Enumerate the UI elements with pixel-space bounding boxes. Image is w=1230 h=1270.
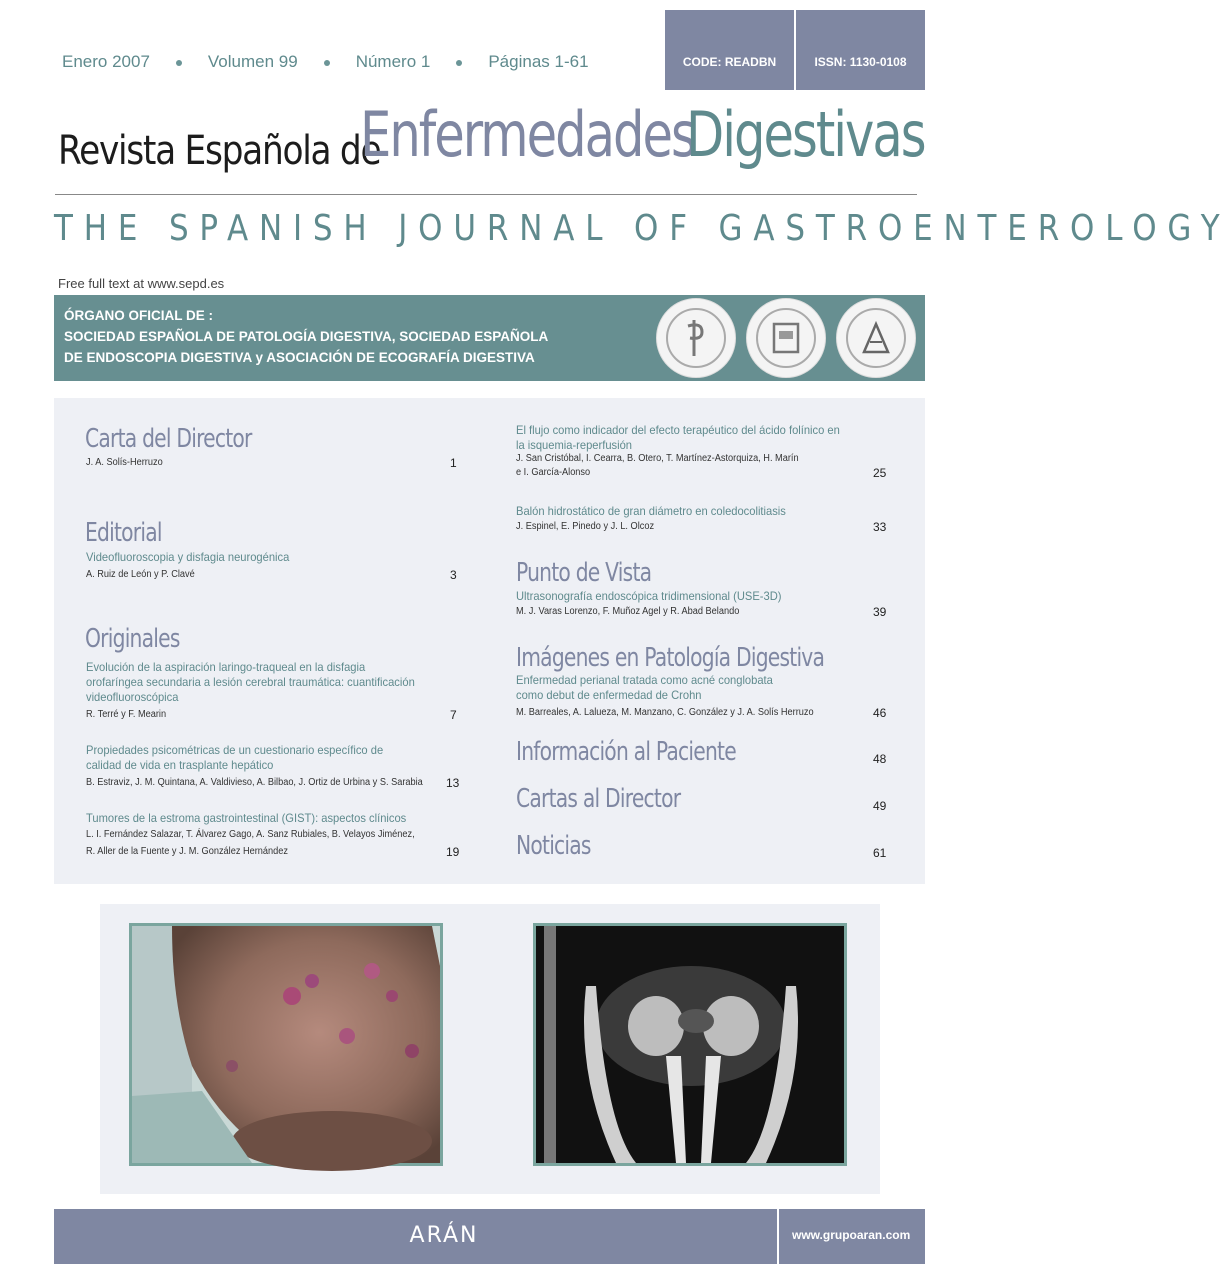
- carta-page: 1: [450, 456, 457, 470]
- issue-pages: Páginas 1-61: [488, 52, 589, 71]
- organo-line1: ÓRGANO OFICIAL DE :: [64, 308, 214, 323]
- bullet-icon: [324, 60, 330, 66]
- imagenes-page: 46: [873, 706, 887, 720]
- organo-line3: DE ENDOSCOPIA DIGESTIVA y ASOCIACIÓN DE ECOGRAFÍA DIGESTIVA: [64, 350, 535, 365]
- title-part2: Enfermedades: [360, 98, 695, 171]
- section-originales: Originales: [85, 624, 180, 654]
- publisher-logo: ARÁN: [409, 1223, 479, 1248]
- original-4-title[interactable]: El flujo como indicador del efecto terapéutico del ácido folínico en la isquemia-reperfusión: [516, 423, 840, 452]
- original-1-title[interactable]: Evolución de la aspiración laringo-traqueal en la disfagia orofaríngea secundaria a lesión cerebral traumática: cuantificación videofluoroscópica: [86, 660, 415, 704]
- bullet-icon: [176, 60, 182, 66]
- mri-scan-photo: [533, 923, 847, 1166]
- society-seal-sepd-icon: [656, 298, 736, 378]
- society-seal-sede-icon: [746, 298, 826, 378]
- footer-divider: [777, 1209, 779, 1264]
- issn-label: ISSN: 1130-0108: [814, 55, 907, 69]
- editorial-authors: A. Ruiz de León y P. Clavé: [86, 569, 195, 580]
- original-4-page: 25: [873, 466, 887, 480]
- issue-volume: Volumen 99: [207, 52, 298, 71]
- original-2-page: 13: [446, 776, 460, 790]
- original-3-authors-2: R. Aller de la Fuente y J. M. González Hernández: [86, 846, 288, 857]
- title-part3: Digestivas: [686, 98, 925, 171]
- section-punto-de-vista: Punto de Vista: [516, 558, 652, 588]
- section-noticias[interactable]: Noticias: [516, 831, 591, 861]
- punto-title[interactable]: Ultrasonografía endoscópica tridimensional (USE-3D): [516, 589, 782, 603]
- clinical-photo-image: [132, 926, 440, 1163]
- seal-emblem: [656, 298, 736, 378]
- clinical-photo: [129, 923, 443, 1166]
- section-editorial: Editorial: [85, 518, 162, 548]
- issue-number: Número 1: [355, 52, 431, 71]
- seal-emblem: [746, 298, 826, 378]
- code-box: [665, 10, 925, 90]
- cartas-page: 49: [873, 799, 887, 813]
- organo-band: [54, 295, 925, 381]
- bullet-icon: [456, 60, 462, 66]
- section-imagenes: Imágenes en Patología Digestiva: [516, 643, 825, 673]
- original-3-authors-1: L. I. Fernández Salazar, T. Álvarez Gago, A. Sanz Rubiales, B. Velayos Jiménez,: [86, 829, 415, 840]
- imagenes-title[interactable]: Enfermedad perianal tratada como acné conglobata como debut de enfermedad de Crohn: [516, 673, 773, 702]
- mri-scan-image: [536, 926, 844, 1163]
- title-rule: [55, 194, 917, 195]
- original-2-title[interactable]: Propiedades psicométricas de un cuestionario específico de calidad de vida en trasplante hepático: [86, 743, 384, 772]
- info-page: 48: [873, 752, 887, 766]
- original-4-authors-1: J. San Cristóbal, I. Cearra, B. Otero, T. Martínez-Astorquiza, H. Marín: [516, 453, 799, 464]
- issue-date: Enero 2007: [62, 52, 150, 71]
- footer-bar: [54, 1209, 925, 1264]
- code-label: CODE: READBN: [682, 55, 777, 69]
- punto-page: 39: [873, 605, 887, 619]
- issue-info: [62, 52, 589, 72]
- original-5-title[interactable]: Balón hidrostático de gran diámetro en coledocolitiasis: [516, 504, 786, 518]
- punto-authors: M. J. Varas Lorenzo, F. Muñoz Agel y R. Abad Belando: [516, 606, 740, 617]
- free-text-link[interactable]: Free full text at www.sepd.es: [58, 276, 225, 291]
- title-part1: Revista Española de: [58, 128, 381, 174]
- organo-line2: SOCIEDAD ESPAÑOLA DE PATOLOGÍA DIGESTIVA, SOCIEDAD ESPAÑOLA: [64, 329, 549, 344]
- editorial-title[interactable]: Videofluoroscopia y disfagia neurogénica: [86, 550, 290, 564]
- original-1-authors: R. Terré y F. Mearin: [86, 709, 167, 720]
- journal-subtitle: THE SPANISH JOURNAL OF GASTROENTEROLOGY: [54, 208, 1230, 249]
- original-5-page: 33: [873, 520, 887, 534]
- society-seal-aed-icon: [836, 298, 916, 378]
- original-3-page: 19: [446, 845, 460, 859]
- original-2-authors: B. Estraviz, J. M. Quintana, A. Valdivieso, A. Bilbao, J. Ortiz de Urbina y S. Sarabia: [86, 777, 423, 788]
- original-4-authors-2: e I. García-Alonso: [516, 467, 591, 478]
- original-1-page: 7: [450, 708, 457, 722]
- publisher-url-link[interactable]: www.grupoaran.com: [792, 1228, 911, 1242]
- seal-emblem: [836, 298, 916, 378]
- section-informacion[interactable]: Información al Paciente: [516, 737, 736, 767]
- original-5-authors: J. Espinel, E. Pinedo y J. L. Olcoz: [516, 521, 655, 532]
- original-3-title[interactable]: Tumores de la estroma gastrointestinal (GIST): aspectos clínicos: [86, 811, 407, 825]
- section-cartas[interactable]: Cartas al Director: [516, 784, 681, 814]
- section-carta: Carta del Director: [85, 424, 252, 454]
- imagenes-authors: M. Barreales, A. Lalueza, M. Manzano, C. González y J. A. Solís Herruzo: [516, 707, 814, 718]
- editorial-page: 3: [450, 568, 457, 582]
- noticias-page: 61: [873, 846, 887, 860]
- carta-authors: J. A. Solís-Herruzo: [86, 457, 163, 468]
- organo-text: [64, 305, 548, 368]
